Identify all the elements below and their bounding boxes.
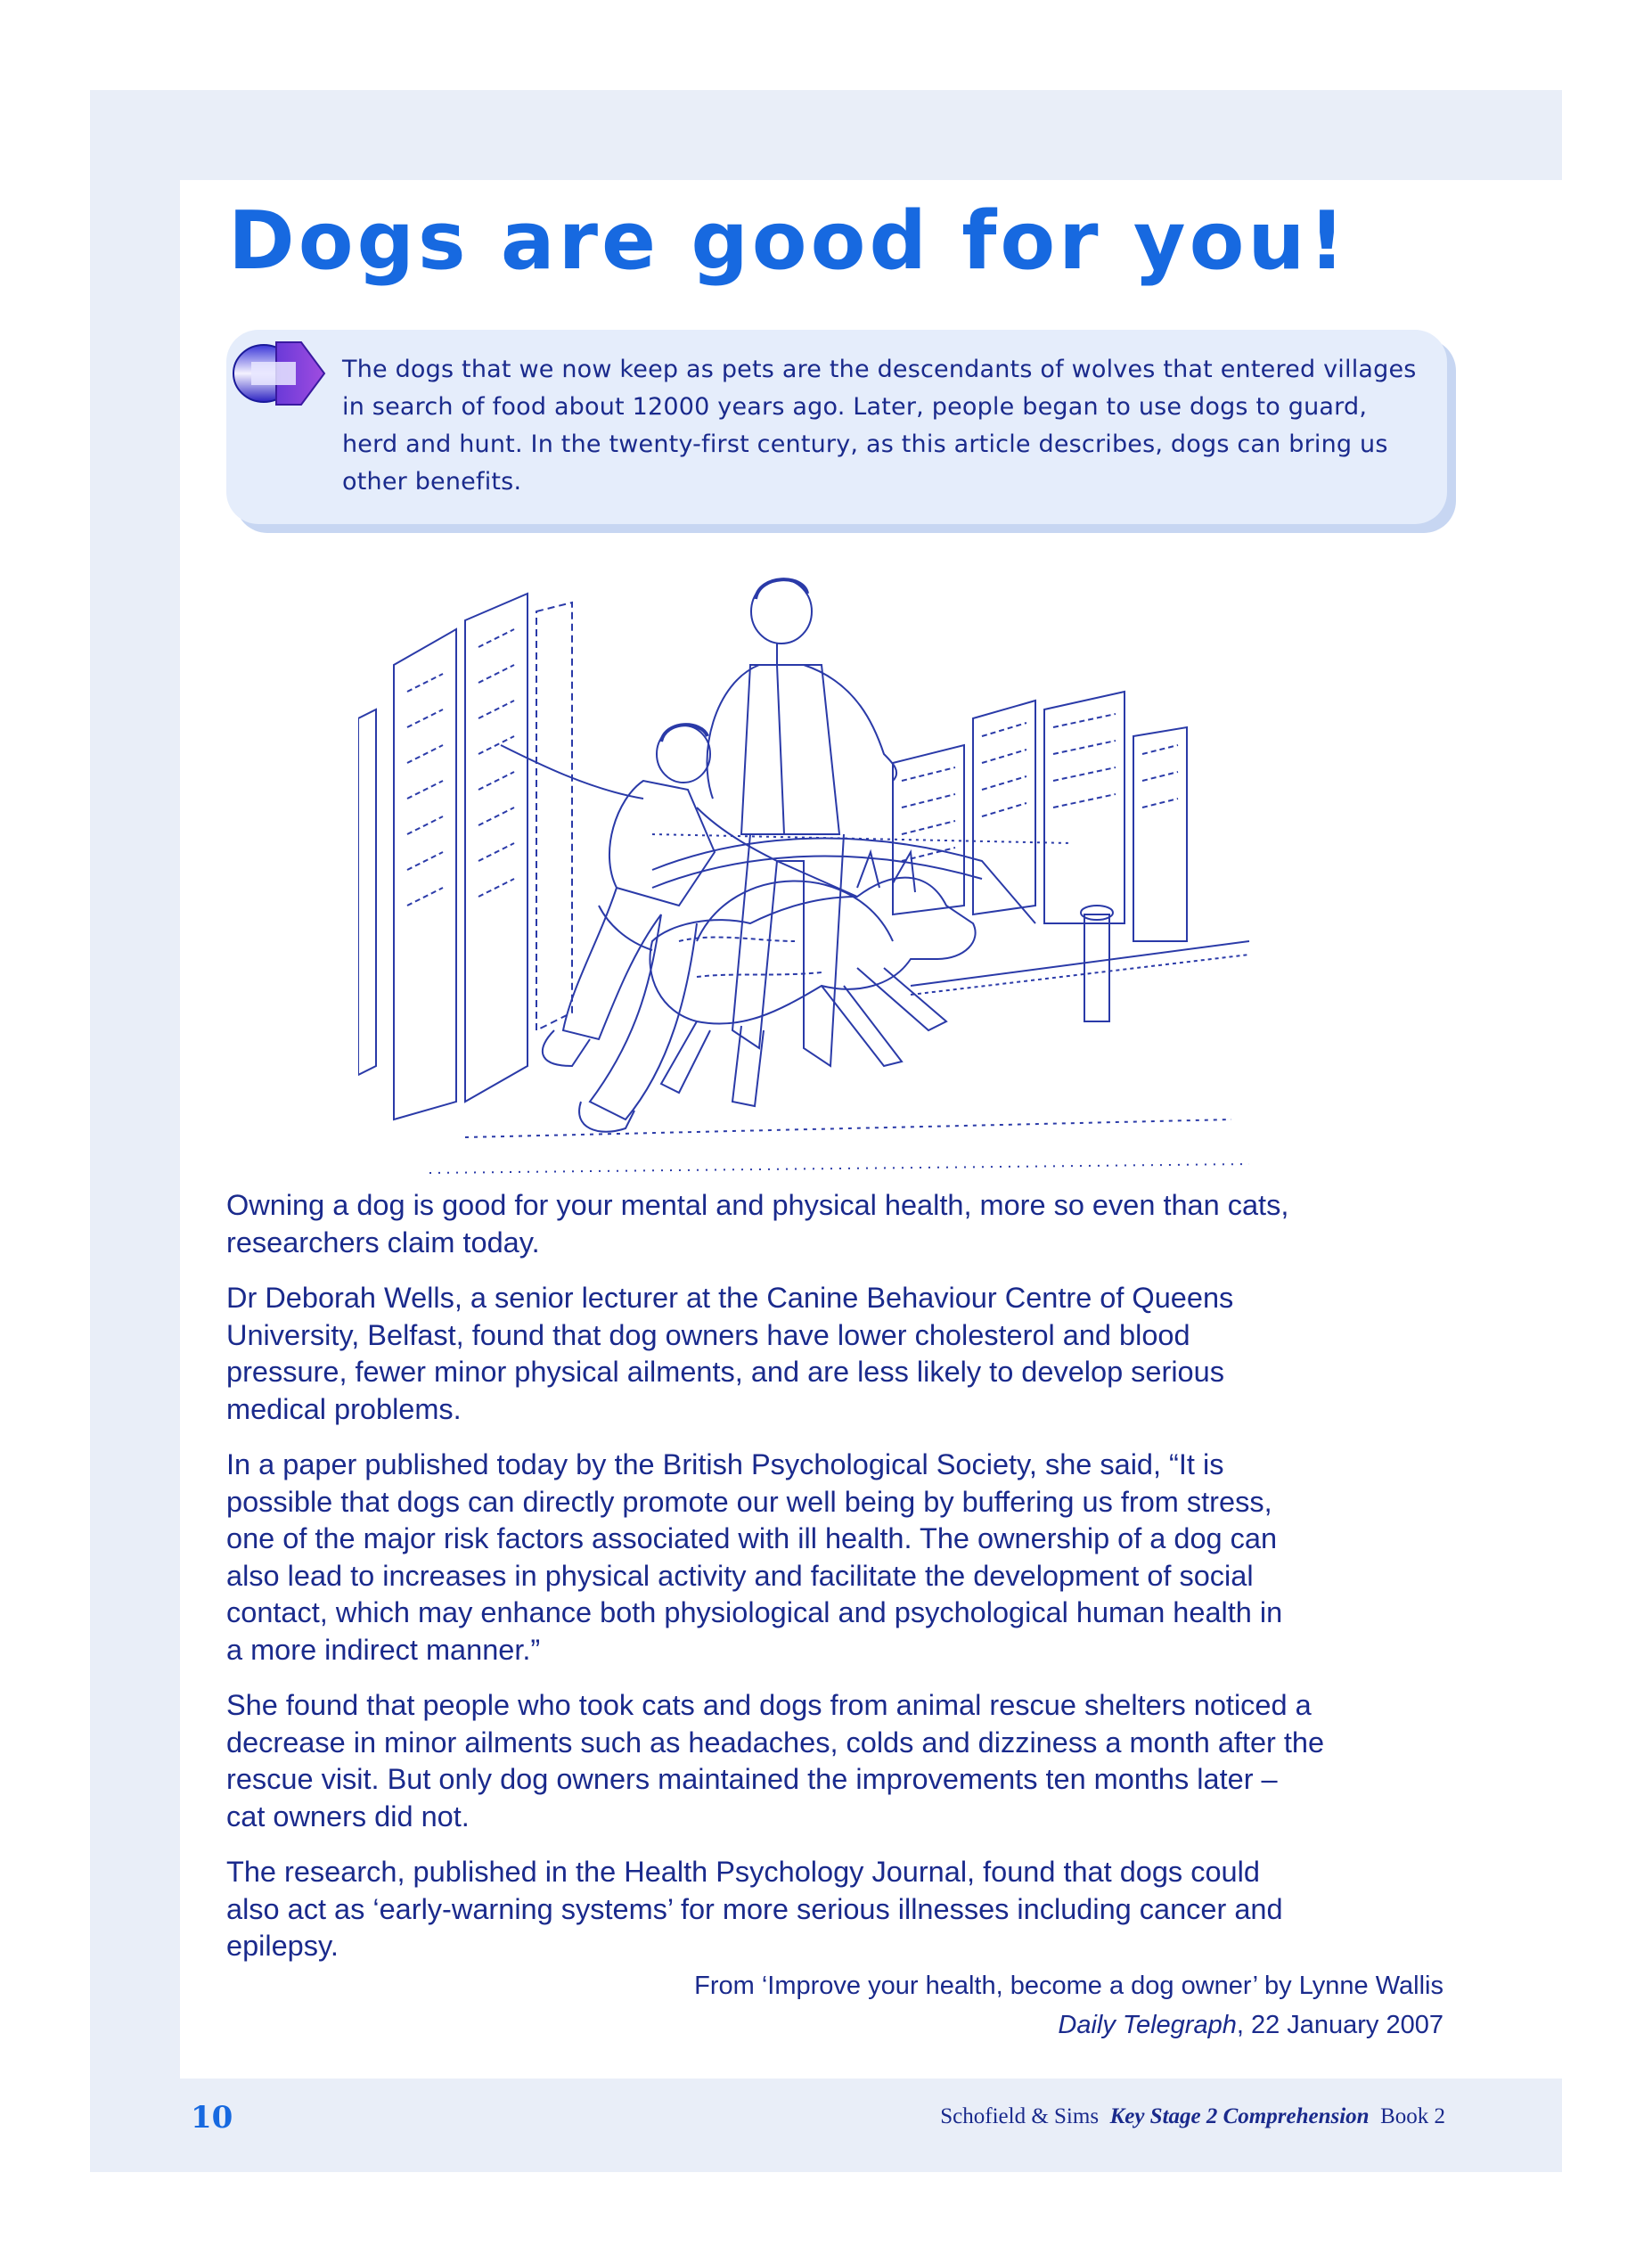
article-paragraph [226, 1447, 1465, 1669]
footer-credit [940, 2104, 1445, 2129]
article-line: University, Belfast, found that dog owners have lower cholesterol and blood [226, 1318, 1190, 1351]
article-line: In a paper published today by the British Psychological Society, she said, “It is [226, 1448, 1224, 1480]
article-line: contact, which may enhance both physiological and psychological human health in [226, 1596, 1283, 1628]
boys-walking-dog-illustration [358, 567, 1312, 1191]
intro-line: in search of food about 12000 years ago. Later, people began to use dogs to guard, [342, 393, 1368, 421]
page-title: Dogs are good for you! [228, 194, 1349, 288]
article-line: decrease in minor ailments such as headaches, colds and dizziness a month after the [226, 1726, 1325, 1759]
footer-publisher: Schofield & Sims [940, 2104, 1100, 2128]
article-line: rescue visit. But only dog owners maintained the improvements ten months later – [226, 1763, 1278, 1795]
article-line: pressure, fewer minor physical ailments, and are less likely to develop serious [226, 1356, 1224, 1388]
article-line: The research, published in the Health Psychology Journal, found that dogs could [226, 1856, 1260, 1888]
article-paragraph [226, 1687, 1465, 1835]
intro-line: herd and hunt. In the twenty-first century, as this article describes, dogs can bring us [342, 430, 1388, 458]
article-line: a more indirect manner.” [226, 1633, 541, 1666]
page-number: 10 [191, 2100, 233, 2136]
source-publication: Daily Telegraph [1058, 2011, 1237, 2039]
article-line: She found that people who took cats and dogs from animal rescue shelters noticed a [226, 1689, 1312, 1721]
source-date: , 22 January 2007 [1236, 2011, 1443, 2039]
article-line: epilepsy. [226, 1930, 339, 1962]
source-citation [694, 1966, 1443, 2045]
article-line: also lead to increases in physical activity and facilitate the development of social [226, 1559, 1254, 1592]
intro-line: The dogs that we now keep as pets are the descendants of wolves that entered villages [342, 356, 1417, 383]
footer-series: Key Stage 2 Comprehension [1109, 2104, 1370, 2128]
arrow-right-icon [230, 337, 328, 410]
article-paragraph [226, 1854, 1465, 1965]
intro-text [342, 351, 1420, 501]
article-line: medical problems. [226, 1392, 462, 1425]
article-line: possible that dogs can directly promote our well being by buffering us from stress, [226, 1485, 1272, 1518]
article-paragraph [226, 1187, 1465, 1261]
article-line: Dr Deborah Wells, a senior lecturer at the Canine Behaviour Centre of Queens [226, 1282, 1234, 1314]
source-publication-line [694, 2005, 1443, 2045]
article-line: Owning a dog is good for your mental and physical health, more so even than cats, [226, 1189, 1289, 1221]
footer-book: Book 2 [1380, 2104, 1445, 2128]
article-line: one of the major risk factors associated with ill health. The ownership of a dog can [226, 1522, 1278, 1554]
source-title: From ‘Improve your health, become a dog owner’ by Lynne Wallis [694, 1972, 1443, 2000]
article-body [226, 1187, 1465, 1984]
article-line: cat owners did not. [226, 1800, 470, 1833]
article-line: researchers claim today. [226, 1226, 540, 1259]
article-paragraph [226, 1280, 1465, 1428]
article-line: also act as ‘early-warning systems’ for more serious illnesses including cancer and [226, 1892, 1283, 1925]
intro-line: other benefits. [342, 468, 522, 496]
